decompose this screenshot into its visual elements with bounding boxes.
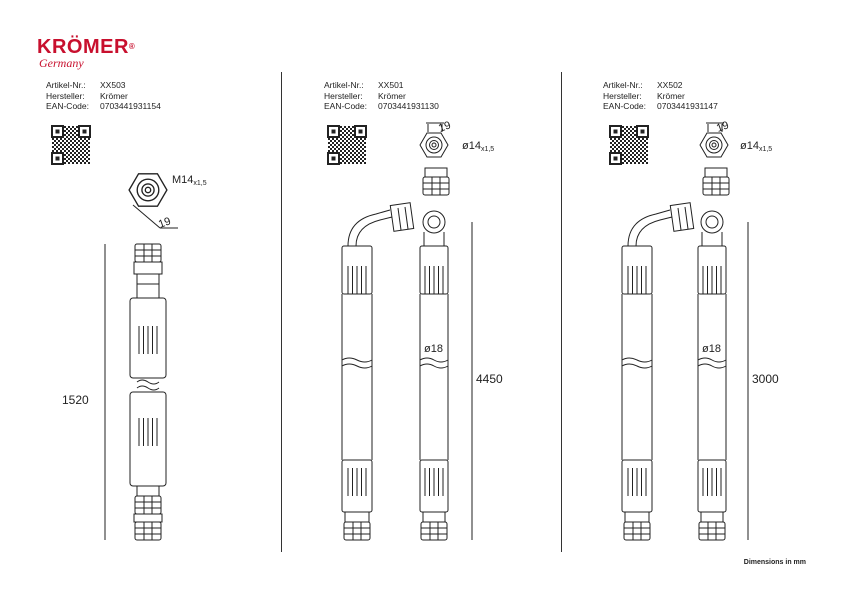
ean-code: 0703441931130	[378, 101, 439, 111]
ean-code: 0703441931154	[100, 101, 161, 111]
qr-code-xx502	[610, 126, 648, 164]
product-info-xx502: Artikel-Nr.: XX502 Hersteller: Krömer EAN-Code: 0703441931147	[603, 80, 718, 111]
wrench-size-xx503: 19	[156, 215, 173, 231]
manufacturer: Krömer	[378, 90, 406, 101]
qr-code-xx501	[328, 126, 366, 164]
manufacturer: Krömer	[657, 90, 685, 101]
qr-code-xx503	[52, 126, 90, 164]
article-number: XX501	[378, 80, 404, 90]
manufacturer: Krömer	[100, 90, 128, 101]
product-info-xx503: Artikel-Nr.: XX503 Hersteller: Krömer EAN-Code: 0703441931154	[46, 80, 161, 111]
units-footnote: Dimensions in mm	[743, 559, 806, 566]
thread-label-xx502: ø14x1,5	[740, 140, 773, 153]
hose-straight-xx503	[105, 174, 178, 540]
hose-bent-xx501	[342, 123, 472, 540]
diameter-label-xx502: ø18	[702, 343, 721, 355]
brand-tagline: Germany	[39, 56, 84, 70]
article-number: XX503	[100, 80, 126, 90]
product-info-xx501: Artikel-Nr.: XX501 Hersteller: Krömer EAN-Code: 0703441931130	[324, 80, 439, 111]
thread-label-xx503: M14x1,5	[172, 174, 207, 187]
article-number: XX502	[657, 80, 683, 90]
hose-bent-xx502	[622, 123, 748, 540]
ean-code: 0703441931147	[657, 101, 718, 111]
brand-name: KRÖMER®	[37, 36, 136, 58]
thread-label-xx501: ø14x1,5	[462, 140, 495, 153]
length-label-xx502: 3000	[752, 372, 779, 386]
length-label-xx501: 4450	[476, 372, 503, 386]
diameter-label-xx501: ø18	[424, 343, 443, 355]
length-label-xx503: 1520	[62, 393, 89, 407]
wrench-size-xx501: 19	[436, 119, 453, 135]
wrench-size-xx502: 19	[714, 119, 731, 135]
